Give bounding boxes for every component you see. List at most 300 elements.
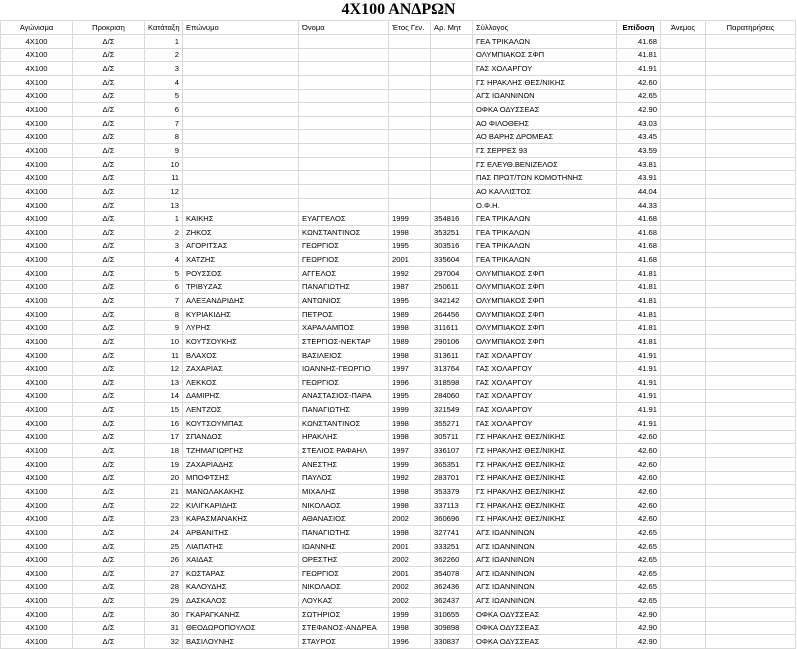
birth-year-cell[interactable]: 1998: [389, 498, 431, 512]
event-cell[interactable]: 4X100: [1, 321, 73, 335]
club-cell[interactable]: ΑΓΣ ΙΩΑΝΝΙΝΩΝ: [473, 580, 617, 594]
qualification-cell[interactable]: Δ/Σ: [73, 444, 145, 458]
surname-cell[interactable]: ΚΑΙΚΗΣ: [183, 212, 299, 226]
first-name-cell[interactable]: ΠΑΝΑΓΙΩΤΗΣ: [299, 403, 389, 417]
surname-cell[interactable]: ΛΕΝΤΖΟΣ: [183, 403, 299, 417]
performance-cell[interactable]: 41.81: [617, 307, 661, 321]
qualification-cell[interactable]: Δ/Σ: [73, 335, 145, 349]
first-name-cell[interactable]: [299, 157, 389, 171]
surname-cell[interactable]: ΒΛΑΧΟΣ: [183, 348, 299, 362]
birth-year-cell[interactable]: 1989: [389, 307, 431, 321]
qualification-cell[interactable]: Δ/Σ: [73, 553, 145, 567]
surname-cell[interactable]: ΘΕΟΔΩΡΟΠΟΥΛΟΣ: [183, 621, 299, 635]
qualification-cell[interactable]: Δ/Σ: [73, 144, 145, 158]
wind-cell[interactable]: [661, 566, 706, 580]
surname-cell[interactable]: ΛΙΑΠΑΤΗΣ: [183, 539, 299, 553]
event-cell[interactable]: 4X100: [1, 144, 73, 158]
surname-cell[interactable]: [183, 116, 299, 130]
surname-cell[interactable]: ΡΟΥΣΣΟΣ: [183, 266, 299, 280]
header-registry-number[interactable]: Αρ. Μητ: [431, 21, 473, 35]
birth-year-cell[interactable]: 1997: [389, 444, 431, 458]
surname-cell[interactable]: ΑΓΟΡΙΤΣΑΣ: [183, 239, 299, 253]
remarks-cell[interactable]: [706, 416, 796, 430]
remarks-cell[interactable]: [706, 48, 796, 62]
performance-cell[interactable]: 41.81: [617, 294, 661, 308]
surname-cell[interactable]: [183, 75, 299, 89]
performance-cell[interactable]: 41.68: [617, 253, 661, 267]
wind-cell[interactable]: [661, 116, 706, 130]
first-name-cell[interactable]: ΝΙΚΟΛΑΟΣ: [299, 498, 389, 512]
birth-year-cell[interactable]: 1998: [389, 416, 431, 430]
registry-number-cell[interactable]: 284060: [431, 389, 473, 403]
birth-year-cell[interactable]: 1995: [389, 389, 431, 403]
performance-cell[interactable]: 42.65: [617, 89, 661, 103]
performance-cell[interactable]: 42.65: [617, 580, 661, 594]
birth-year-cell[interactable]: 1999: [389, 212, 431, 226]
wind-cell[interactable]: [661, 171, 706, 185]
rank-cell[interactable]: 25: [145, 539, 183, 553]
birth-year-cell[interactable]: 1997: [389, 362, 431, 376]
event-cell[interactable]: 4X100: [1, 62, 73, 76]
wind-cell[interactable]: [661, 362, 706, 376]
club-cell[interactable]: ΑΟ ΒΑΡΗΣ ΔΡΟΜΕΑΣ: [473, 130, 617, 144]
rank-cell[interactable]: 5: [145, 266, 183, 280]
birth-year-cell[interactable]: 2002: [389, 553, 431, 567]
remarks-cell[interactable]: [706, 307, 796, 321]
club-cell[interactable]: ΓΣ ΗΡΑΚΛΗΣ ΘΕΣ/ΝΙΚΗΣ: [473, 485, 617, 499]
header-performance[interactable]: Επίδοση: [617, 21, 661, 35]
first-name-cell[interactable]: [299, 116, 389, 130]
surname-cell[interactable]: ΓΚΑΡΑΓΚΑΝΗΣ: [183, 607, 299, 621]
qualification-cell[interactable]: Δ/Σ: [73, 485, 145, 499]
rank-cell[interactable]: 13: [145, 198, 183, 212]
qualification-cell[interactable]: Δ/Σ: [73, 198, 145, 212]
performance-cell[interactable]: 41.68: [617, 212, 661, 226]
surname-cell[interactable]: ΔΑΣΚΑΛΟΣ: [183, 594, 299, 608]
event-cell[interactable]: 4X100: [1, 566, 73, 580]
club-cell[interactable]: ΟΦΚΑ ΟΔΥΣΣΕΑΣ: [473, 635, 617, 649]
event-cell[interactable]: 4X100: [1, 553, 73, 567]
wind-cell[interactable]: [661, 498, 706, 512]
registry-number-cell[interactable]: 318598: [431, 376, 473, 390]
event-cell[interactable]: 4X100: [1, 130, 73, 144]
remarks-cell[interactable]: [706, 498, 796, 512]
club-cell[interactable]: ΟΦΚΑ ΟΔΥΣΣΕΑΣ: [473, 607, 617, 621]
event-cell[interactable]: 4X100: [1, 280, 73, 294]
birth-year-cell[interactable]: 2002: [389, 594, 431, 608]
club-cell[interactable]: ΟΛΥΜΠΙΑΚΟΣ ΣΦΠ: [473, 307, 617, 321]
remarks-cell[interactable]: [706, 444, 796, 458]
rank-cell[interactable]: 11: [145, 348, 183, 362]
rank-cell[interactable]: 4: [145, 253, 183, 267]
birth-year-cell[interactable]: 1995: [389, 239, 431, 253]
birth-year-cell[interactable]: 1999: [389, 403, 431, 417]
wind-cell[interactable]: [661, 376, 706, 390]
wind-cell[interactable]: [661, 89, 706, 103]
registry-number-cell[interactable]: [431, 157, 473, 171]
birth-year-cell[interactable]: [389, 144, 431, 158]
birth-year-cell[interactable]: 2002: [389, 512, 431, 526]
remarks-cell[interactable]: [706, 376, 796, 390]
remarks-cell[interactable]: [706, 62, 796, 76]
registry-number-cell[interactable]: 336107: [431, 444, 473, 458]
registry-number-cell[interactable]: 342142: [431, 294, 473, 308]
wind-cell[interactable]: [661, 294, 706, 308]
club-cell[interactable]: ΓΣ ΕΛΕΥΘ.ΒΕΝΙΖΕΛΟΣ: [473, 157, 617, 171]
qualification-cell[interactable]: Δ/Σ: [73, 403, 145, 417]
event-cell[interactable]: 4X100: [1, 389, 73, 403]
event-cell[interactable]: 4X100: [1, 239, 73, 253]
club-cell[interactable]: ΟΛΥΜΠΙΑΚΟΣ ΣΦΠ: [473, 280, 617, 294]
remarks-cell[interactable]: [706, 321, 796, 335]
wind-cell[interactable]: [661, 307, 706, 321]
remarks-cell[interactable]: [706, 539, 796, 553]
rank-cell[interactable]: 7: [145, 116, 183, 130]
club-cell[interactable]: ΓΑΣ ΧΟΛΑΡΓΟΥ: [473, 62, 617, 76]
registry-number-cell[interactable]: 335604: [431, 253, 473, 267]
remarks-cell[interactable]: [706, 35, 796, 49]
registry-number-cell[interactable]: 362260: [431, 553, 473, 567]
qualification-cell[interactable]: Δ/Σ: [73, 430, 145, 444]
qualification-cell[interactable]: Δ/Σ: [73, 566, 145, 580]
performance-cell[interactable]: 42.60: [617, 430, 661, 444]
remarks-cell[interactable]: [706, 144, 796, 158]
club-cell[interactable]: ΓΣ ΗΡΑΚΛΗΣ ΘΕΣ/ΝΙΚΗΣ: [473, 498, 617, 512]
wind-cell[interactable]: [661, 607, 706, 621]
performance-cell[interactable]: 44.04: [617, 185, 661, 199]
remarks-cell[interactable]: [706, 75, 796, 89]
surname-cell[interactable]: ΖΑΧΑΡΙΑΔΗΣ: [183, 457, 299, 471]
first-name-cell[interactable]: [299, 198, 389, 212]
wind-cell[interactable]: [661, 253, 706, 267]
surname-cell[interactable]: ΤΖΗΜΑΓΙΩΡΓΗΣ: [183, 444, 299, 458]
rank-cell[interactable]: 9: [145, 144, 183, 158]
rank-cell[interactable]: 1: [145, 212, 183, 226]
club-cell[interactable]: ΓΑΣ ΧΟΛΑΡΓΟΥ: [473, 403, 617, 417]
performance-cell[interactable]: 41.81: [617, 48, 661, 62]
remarks-cell[interactable]: [706, 430, 796, 444]
qualification-cell[interactable]: Δ/Σ: [73, 225, 145, 239]
remarks-cell[interactable]: [706, 362, 796, 376]
club-cell[interactable]: ΑΟ ΦΙΛΟΘΕΗΣ: [473, 116, 617, 130]
wind-cell[interactable]: [661, 62, 706, 76]
header-rank[interactable]: Κατάταξη: [145, 21, 183, 35]
first-name-cell[interactable]: ΑΝΤΩΝΙΟΣ: [299, 294, 389, 308]
wind-cell[interactable]: [661, 48, 706, 62]
surname-cell[interactable]: ΜΠΟΦΤΣΗΣ: [183, 471, 299, 485]
first-name-cell[interactable]: [299, 103, 389, 117]
event-cell[interactable]: 4X100: [1, 512, 73, 526]
event-cell[interactable]: 4X100: [1, 485, 73, 499]
performance-cell[interactable]: 44.33: [617, 198, 661, 212]
rank-cell[interactable]: 13: [145, 376, 183, 390]
event-cell[interactable]: 4X100: [1, 635, 73, 649]
club-cell[interactable]: ΓΑΣ ΧΟΛΑΡΓΟΥ: [473, 416, 617, 430]
remarks-cell[interactable]: [706, 171, 796, 185]
club-cell[interactable]: ΑΓΣ ΙΩΑΝΝΙΝΩΝ: [473, 539, 617, 553]
event-cell[interactable]: 4X100: [1, 89, 73, 103]
rank-cell[interactable]: 26: [145, 553, 183, 567]
birth-year-cell[interactable]: [389, 75, 431, 89]
event-cell[interactable]: 4X100: [1, 621, 73, 635]
event-cell[interactable]: 4X100: [1, 416, 73, 430]
remarks-cell[interactable]: [706, 457, 796, 471]
qualification-cell[interactable]: Δ/Σ: [73, 171, 145, 185]
birth-year-cell[interactable]: [389, 62, 431, 76]
surname-cell[interactable]: ΛΥΡΗΣ: [183, 321, 299, 335]
event-cell[interactable]: 4X100: [1, 471, 73, 485]
rank-cell[interactable]: 12: [145, 185, 183, 199]
registry-number-cell[interactable]: 353379: [431, 485, 473, 499]
qualification-cell[interactable]: Δ/Σ: [73, 539, 145, 553]
event-cell[interactable]: 4X100: [1, 103, 73, 117]
birth-year-cell[interactable]: [389, 35, 431, 49]
performance-cell[interactable]: 41.91: [617, 403, 661, 417]
rank-cell[interactable]: 1: [145, 35, 183, 49]
wind-cell[interactable]: [661, 553, 706, 567]
performance-cell[interactable]: 41.91: [617, 362, 661, 376]
registry-number-cell[interactable]: 309898: [431, 621, 473, 635]
birth-year-cell[interactable]: 2001: [389, 566, 431, 580]
event-cell[interactable]: 4X100: [1, 307, 73, 321]
qualification-cell[interactable]: Δ/Σ: [73, 253, 145, 267]
wind-cell[interactable]: [661, 526, 706, 540]
birth-year-cell[interactable]: 1996: [389, 635, 431, 649]
wind-cell[interactable]: [661, 471, 706, 485]
birth-year-cell[interactable]: [389, 103, 431, 117]
rank-cell[interactable]: 20: [145, 471, 183, 485]
club-cell[interactable]: ΓΕΑ ΤΡΙΚΑΛΩΝ: [473, 253, 617, 267]
rank-cell[interactable]: 5: [145, 89, 183, 103]
rank-cell[interactable]: 4: [145, 75, 183, 89]
first-name-cell[interactable]: ΠΑΝΑΓΙΩΤΗΣ: [299, 526, 389, 540]
qualification-cell[interactable]: Δ/Σ: [73, 457, 145, 471]
club-cell[interactable]: ΓΕΑ ΤΡΙΚΑΛΩΝ: [473, 35, 617, 49]
club-cell[interactable]: ΓΣ ΗΡΑΚΛΗΣ ΘΕΣ/ΝΙΚΗΣ: [473, 444, 617, 458]
rank-cell[interactable]: 6: [145, 103, 183, 117]
registry-number-cell[interactable]: 303516: [431, 239, 473, 253]
wind-cell[interactable]: [661, 75, 706, 89]
birth-year-cell[interactable]: 1987: [389, 280, 431, 294]
registry-number-cell[interactable]: 283701: [431, 471, 473, 485]
surname-cell[interactable]: ΚΟΥΤΣΟΥΜΠΑΣ: [183, 416, 299, 430]
surname-cell[interactable]: ΚΩΣΤΑΡΑΣ: [183, 566, 299, 580]
event-cell[interactable]: 4X100: [1, 294, 73, 308]
first-name-cell[interactable]: ΗΡΑΚΛΗΣ: [299, 430, 389, 444]
wind-cell[interactable]: [661, 594, 706, 608]
first-name-cell[interactable]: ΠΑΝΑΓΙΩΤΗΣ: [299, 280, 389, 294]
first-name-cell[interactable]: ΕΥΑΓΓΕΛΟΣ: [299, 212, 389, 226]
remarks-cell[interactable]: [706, 239, 796, 253]
event-cell[interactable]: 4X100: [1, 266, 73, 280]
wind-cell[interactable]: [661, 321, 706, 335]
rank-cell[interactable]: 6: [145, 280, 183, 294]
first-name-cell[interactable]: ΚΩΝΣΤΑΝΤΙΝΟΣ: [299, 225, 389, 239]
header-birth-year[interactable]: Έτος Γεν.: [389, 21, 431, 35]
qualification-cell[interactable]: Δ/Σ: [73, 321, 145, 335]
performance-cell[interactable]: 42.60: [617, 444, 661, 458]
qualification-cell[interactable]: Δ/Σ: [73, 621, 145, 635]
registry-number-cell[interactable]: [431, 62, 473, 76]
wind-cell[interactable]: [661, 580, 706, 594]
event-cell[interactable]: 4X100: [1, 335, 73, 349]
birth-year-cell[interactable]: 1998: [389, 348, 431, 362]
birth-year-cell[interactable]: [389, 185, 431, 199]
club-cell[interactable]: ΑΓΣ ΙΩΑΝΝΙΝΩΝ: [473, 594, 617, 608]
club-cell[interactable]: ΓΣ ΗΡΑΚΛΗΣ ΘΕΣ/ΝΙΚΗΣ: [473, 512, 617, 526]
first-name-cell[interactable]: ΓΕΩΡΓΙΟΣ: [299, 566, 389, 580]
rank-cell[interactable]: 18: [145, 444, 183, 458]
wind-cell[interactable]: [661, 621, 706, 635]
qualification-cell[interactable]: Δ/Σ: [73, 362, 145, 376]
first-name-cell[interactable]: ΑΝΑΣΤΑΣΙΟΣ-ΠΑΡΑ: [299, 389, 389, 403]
rank-cell[interactable]: 9: [145, 321, 183, 335]
header-club[interactable]: Σύλλογος: [473, 21, 617, 35]
surname-cell[interactable]: [183, 130, 299, 144]
performance-cell[interactable]: 42.60: [617, 485, 661, 499]
wind-cell[interactable]: [661, 457, 706, 471]
event-cell[interactable]: 4X100: [1, 35, 73, 49]
first-name-cell[interactable]: ΠΕΤΡΟΣ: [299, 307, 389, 321]
event-cell[interactable]: 4X100: [1, 594, 73, 608]
qualification-cell[interactable]: Δ/Σ: [73, 607, 145, 621]
event-cell[interactable]: 4X100: [1, 212, 73, 226]
remarks-cell[interactable]: [706, 103, 796, 117]
registry-number-cell[interactable]: 354078: [431, 566, 473, 580]
club-cell[interactable]: ΑΓΣ ΙΩΑΝΝΙΝΩΝ: [473, 89, 617, 103]
club-cell[interactable]: ΓΕΑ ΤΡΙΚΑΛΩΝ: [473, 225, 617, 239]
first-name-cell[interactable]: ΑΘΑΝΑΣΙΟΣ: [299, 512, 389, 526]
birth-year-cell[interactable]: 1989: [389, 335, 431, 349]
first-name-cell[interactable]: ΣΩΤΗΡΙΟΣ: [299, 607, 389, 621]
remarks-cell[interactable]: [706, 607, 796, 621]
rank-cell[interactable]: 7: [145, 294, 183, 308]
wind-cell[interactable]: [661, 144, 706, 158]
first-name-cell[interactable]: [299, 185, 389, 199]
performance-cell[interactable]: 42.65: [617, 566, 661, 580]
qualification-cell[interactable]: Δ/Σ: [73, 594, 145, 608]
qualification-cell[interactable]: Δ/Σ: [73, 526, 145, 540]
wind-cell[interactable]: [661, 157, 706, 171]
birth-year-cell[interactable]: [389, 157, 431, 171]
registry-number-cell[interactable]: 362436: [431, 580, 473, 594]
rank-cell[interactable]: 11: [145, 171, 183, 185]
remarks-cell[interactable]: [706, 553, 796, 567]
remarks-cell[interactable]: [706, 512, 796, 526]
club-cell[interactable]: Ο.Φ.Η.: [473, 198, 617, 212]
performance-cell[interactable]: 42.90: [617, 621, 661, 635]
event-cell[interactable]: 4X100: [1, 225, 73, 239]
performance-cell[interactable]: 41.81: [617, 335, 661, 349]
first-name-cell[interactable]: ΙΩΑΝΝΗΣ-ΓΕΩΡΓΙΟ: [299, 362, 389, 376]
registry-number-cell[interactable]: 297004: [431, 266, 473, 280]
event-cell[interactable]: 4X100: [1, 444, 73, 458]
qualification-cell[interactable]: Δ/Σ: [73, 75, 145, 89]
qualification-cell[interactable]: Δ/Σ: [73, 416, 145, 430]
remarks-cell[interactable]: [706, 266, 796, 280]
first-name-cell[interactable]: ΣΤΑΥΡΟΣ: [299, 635, 389, 649]
registry-number-cell[interactable]: 305711: [431, 430, 473, 444]
surname-cell[interactable]: ΛΕΚΚΟΣ: [183, 376, 299, 390]
club-cell[interactable]: ΟΦΚΑ ΟΔΥΣΣΕΑΣ: [473, 621, 617, 635]
wind-cell[interactable]: [661, 212, 706, 226]
surname-cell[interactable]: [183, 103, 299, 117]
performance-cell[interactable]: 42.65: [617, 594, 661, 608]
club-cell[interactable]: ΟΛΥΜΠΙΑΚΟΣ ΣΦΠ: [473, 321, 617, 335]
performance-cell[interactable]: 41.81: [617, 280, 661, 294]
surname-cell[interactable]: ΖΗΚΟΣ: [183, 225, 299, 239]
event-cell[interactable]: 4X100: [1, 48, 73, 62]
remarks-cell[interactable]: [706, 485, 796, 499]
first-name-cell[interactable]: ΜΙΧΑΛΗΣ: [299, 485, 389, 499]
performance-cell[interactable]: 42.65: [617, 539, 661, 553]
registry-number-cell[interactable]: [431, 144, 473, 158]
remarks-cell[interactable]: [706, 198, 796, 212]
event-cell[interactable]: 4X100: [1, 348, 73, 362]
registry-number-cell[interactable]: 365351: [431, 457, 473, 471]
rank-cell[interactable]: 27: [145, 566, 183, 580]
event-cell[interactable]: 4X100: [1, 253, 73, 267]
remarks-cell[interactable]: [706, 89, 796, 103]
qualification-cell[interactable]: Δ/Σ: [73, 389, 145, 403]
qualification-cell[interactable]: Δ/Σ: [73, 157, 145, 171]
event-cell[interactable]: 4X100: [1, 376, 73, 390]
surname-cell[interactable]: ΧΑΙΔΑΣ: [183, 553, 299, 567]
birth-year-cell[interactable]: 2001: [389, 539, 431, 553]
wind-cell[interactable]: [661, 239, 706, 253]
registry-number-cell[interactable]: 337113: [431, 498, 473, 512]
remarks-cell[interactable]: [706, 566, 796, 580]
club-cell[interactable]: ΟΛΥΜΠΙΑΚΟΣ ΣΦΠ: [473, 335, 617, 349]
wind-cell[interactable]: [661, 103, 706, 117]
performance-cell[interactable]: 42.60: [617, 457, 661, 471]
wind-cell[interactable]: [661, 512, 706, 526]
birth-year-cell[interactable]: 1995: [389, 294, 431, 308]
event-cell[interactable]: 4X100: [1, 198, 73, 212]
surname-cell[interactable]: [183, 157, 299, 171]
rank-cell[interactable]: 24: [145, 526, 183, 540]
wind-cell[interactable]: [661, 130, 706, 144]
wind-cell[interactable]: [661, 35, 706, 49]
registry-number-cell[interactable]: 264456: [431, 307, 473, 321]
surname-cell[interactable]: ΑΛΕΞΑΝΔΡΙΔΗΣ: [183, 294, 299, 308]
event-cell[interactable]: 4X100: [1, 430, 73, 444]
first-name-cell[interactable]: ΑΝΕΣΤΗΣ: [299, 457, 389, 471]
surname-cell[interactable]: [183, 144, 299, 158]
qualification-cell[interactable]: Δ/Σ: [73, 512, 145, 526]
rank-cell[interactable]: 22: [145, 498, 183, 512]
first-name-cell[interactable]: [299, 89, 389, 103]
event-cell[interactable]: 4X100: [1, 185, 73, 199]
header-event[interactable]: Αγώνισμα: [1, 21, 73, 35]
surname-cell[interactable]: ΑΡΒΑΝΙΤΗΣ: [183, 526, 299, 540]
qualification-cell[interactable]: Δ/Σ: [73, 48, 145, 62]
first-name-cell[interactable]: [299, 130, 389, 144]
event-cell[interactable]: 4X100: [1, 498, 73, 512]
qualification-cell[interactable]: Δ/Σ: [73, 116, 145, 130]
performance-cell[interactable]: 41.91: [617, 62, 661, 76]
wind-cell[interactable]: [661, 185, 706, 199]
club-cell[interactable]: ΑΟ ΚΑΛΛΙΣΤΟΣ: [473, 185, 617, 199]
club-cell[interactable]: ΓΣ ΗΡΑΚΛΗΣ ΘΕΣ/ΝΙΚΗΣ: [473, 430, 617, 444]
header-first-name[interactable]: Όνομα: [299, 21, 389, 35]
club-cell[interactable]: ΓΣ ΗΡΑΚΛΗΣ ΘΕΣ/ΝΙΚΗΣ: [473, 471, 617, 485]
surname-cell[interactable]: [183, 35, 299, 49]
birth-year-cell[interactable]: 1998: [389, 485, 431, 499]
club-cell[interactable]: ΓΣ ΗΡΑΚΛΗΣ ΘΕΣ/ΝΙΚΗΣ: [473, 75, 617, 89]
first-name-cell[interactable]: [299, 35, 389, 49]
rank-cell[interactable]: 8: [145, 130, 183, 144]
